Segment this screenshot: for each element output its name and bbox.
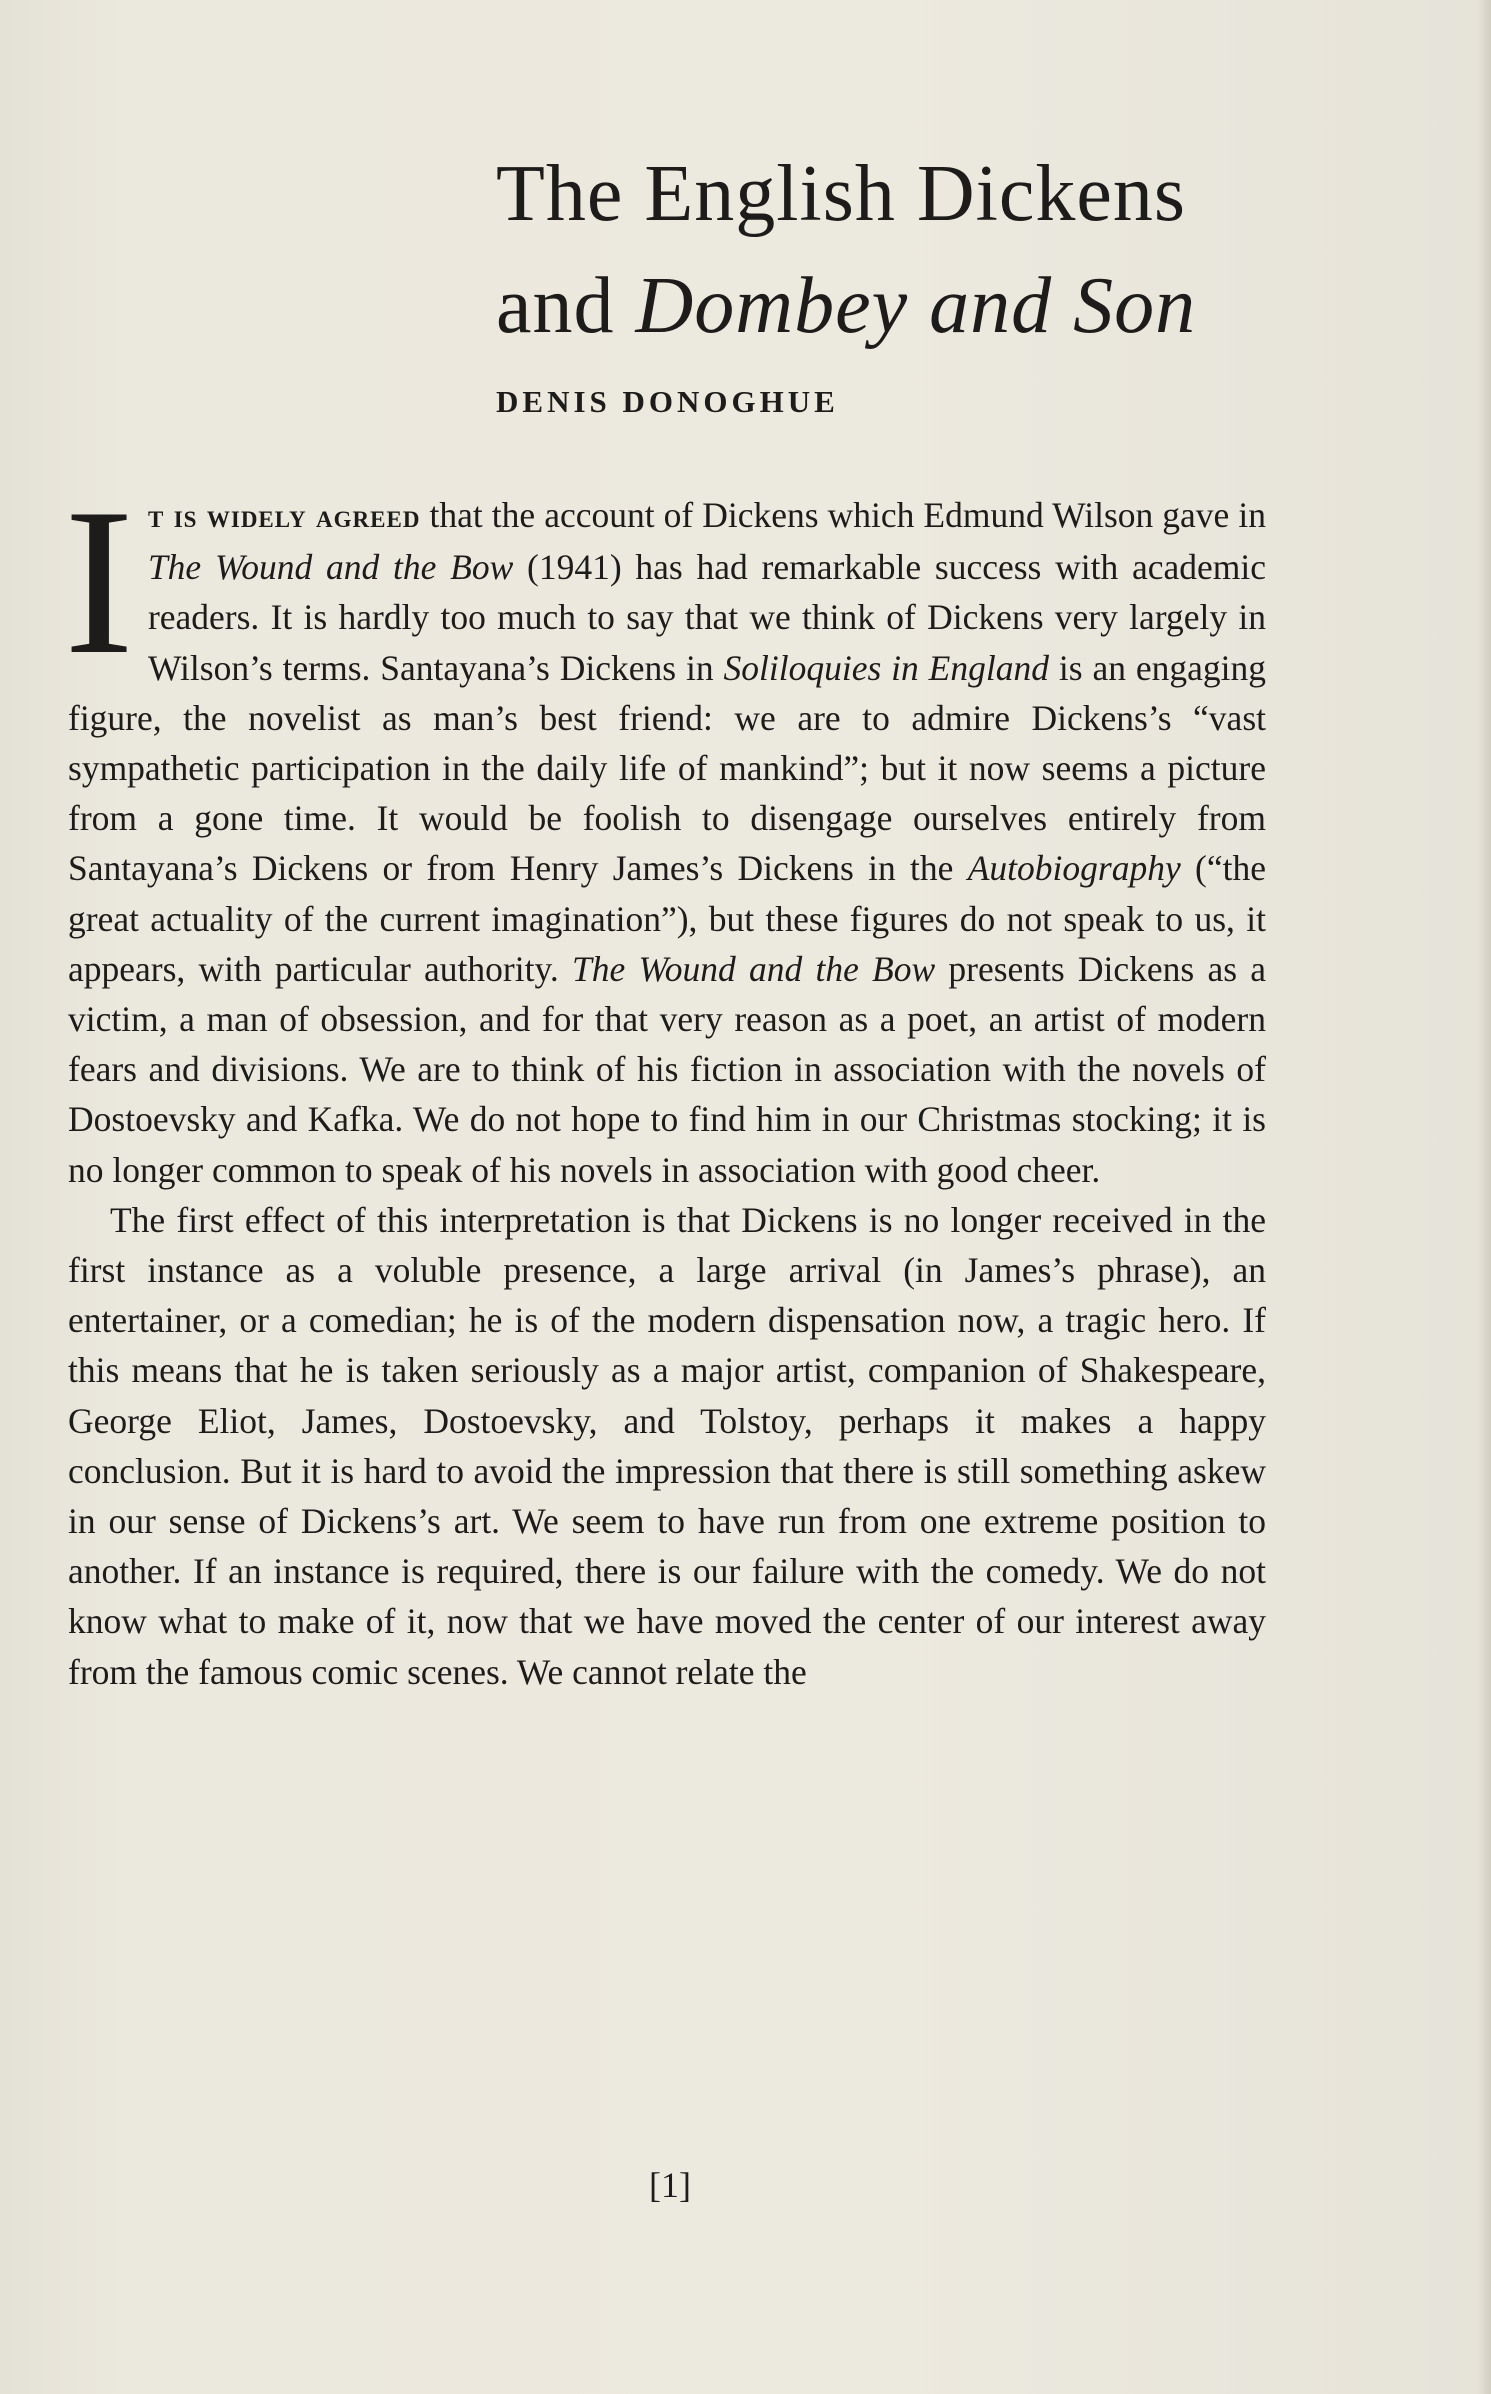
page-edge-shadow: [1477, 0, 1491, 2394]
paragraph-1-italic-4: The Wound and the Bow: [572, 948, 936, 989]
paragraph-1-italic-1: The Wound and the Bow: [147, 547, 514, 588]
chapter-title: [496, 138, 1296, 362]
title-line-2-prefix: and: [496, 262, 636, 350]
drop-cap: I: [64, 466, 134, 698]
paragraph-1-text-5: presents Dickens as a victim, a man of obsession, and for that very reason as a poet, an artist of modern fears and divisions. We are to think of his fiction in association with the novels of Dostoevsky and Kafka. We do not hope to find him in our Christmas stocking; it is no longer common to speak of his novels in association with good cheer.: [68, 948, 1266, 1190]
paragraph-1-text-1: that the account of Dickens which Edmund Wilson gave in: [420, 495, 1266, 535]
page-number: [1]: [649, 2165, 691, 2205]
paragraph-2: The first effect of this interpretation is that Dickens is no longer received in the first instance as a voluble presence, a large arrival (in James’s phrase), an entertainer, or a comedian; he is of the modern dispensation now, a tragic hero. If this means that he is taken seriously as a major artist, companion of Shakespeare, George Eliot, James, Dostoevsky, and Tolstoy, perhaps it makes a happy conclusion. But it is hard to avoid the impression that there is still something askew in our sense of Dickens’s art. We seem to have run from one extreme position to another. If an instance is required, there is our failure with the comedy. We do not know what to make of it, now that we have moved the center of our interest away from the famous comic scenes. We cannot relate the: [68, 1199, 1266, 1692]
opening-words: t is widely agreed: [147, 499, 421, 535]
paragraph-1-text-3: is an engaging figure, the novelist as man’s best friend: we are to admire Dickens’s “vast sympathetic participation in the daily life of mankind”; but it now seems a picture from a gone time. It would be foolish to disengage ourselves entirely from Santayana’s Dickens or from Henry James’s Dickens in the: [68, 647, 1267, 889]
paragraph-1-text-2: (1941) has had remarkable success with academic readers. It is hardly too much to say that we think of Dickens very largely in Wilson’s terms. Santayana’s Dickens in: [147, 547, 1267, 688]
title-line-1: The English Dickens: [496, 150, 1186, 238]
paragraph-1-italic-3: Autobiography: [967, 848, 1181, 889]
title-line-2-italic: Dombey and Son: [635, 262, 1197, 350]
author-byline: DENIS DONOGHUE: [496, 384, 839, 419]
paragraph-1-text-4: (“the great actuality of the current imagination”), but these figures do not speak to us, it appears, with particular authority.: [68, 848, 1266, 989]
article-body: [64, 466, 1267, 1697]
paragraph-1-italic-2: Soliloquies in England: [723, 647, 1049, 688]
paragraph-1: [64, 466, 1267, 1195]
title-line-2: [496, 250, 1296, 362]
